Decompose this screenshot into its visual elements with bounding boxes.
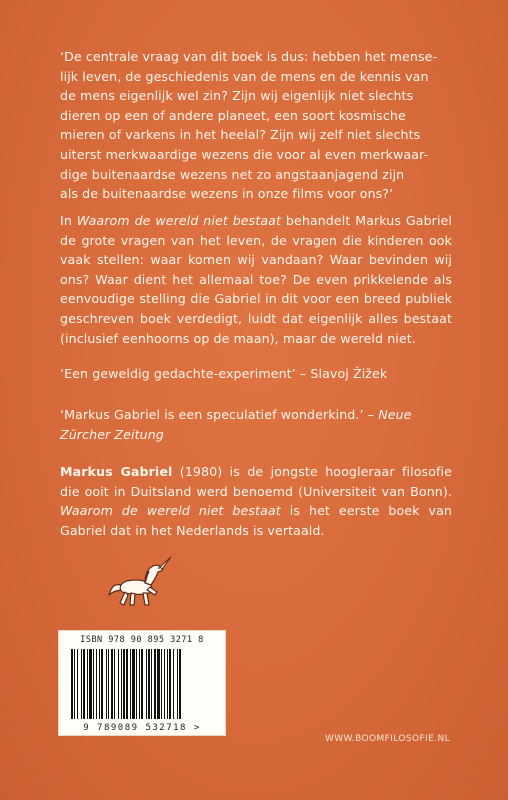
barcode-bar: [136, 649, 137, 719]
barcode-bar: [93, 649, 94, 719]
barcode-bar: [154, 649, 156, 719]
barcode-bar: [169, 649, 171, 719]
opening-quote-line: dieren op een of andere planeet, een soort kosmische: [60, 107, 406, 123]
barcode-bar: [111, 649, 113, 719]
barcode-bar: [106, 649, 107, 719]
opening-quote-line: als de buitenaardse wezens in onze films voor ons?’: [60, 186, 394, 202]
author-bio-book-title: Waarom de wereld niet bestaat: [60, 503, 281, 519]
barcode-bar: [77, 649, 78, 719]
barcode-bar: [101, 649, 103, 719]
unicorn-icon: [105, 555, 175, 615]
review-source: Neue Zürcher Zeitung: [60, 407, 412, 442]
author-bio-text-2: is het eerste boek van Gabriel dat in het Nederlands is vertaald.: [60, 503, 452, 538]
barcode-bar: [71, 649, 73, 719]
barcode-bar: [114, 649, 115, 719]
barcode-digits: 9 789089 532718 >: [83, 723, 201, 733]
opening-quote-line: dige buitenaardse wezens net zo angstaanjagend zijn: [60, 166, 405, 182]
barcode-bar: [126, 649, 128, 719]
isbn-label: ISBN 978 90 895 3271 8: [80, 635, 204, 645]
barcode-bar: [151, 649, 152, 719]
book-description: [60, 211, 452, 348]
review-quote-zizek: [60, 364, 452, 384]
review-quote-zizek-text: ‘Een geweldig gedachte-experiment’ – Slavoj Žižek: [60, 366, 388, 381]
barcode-bar: [99, 649, 100, 719]
opening-quote-line: ‘De centrale vraag van dit boek is dus: hebben het mense-: [60, 49, 438, 64]
barcode-bar: [164, 649, 165, 719]
barcode-bar: [130, 649, 131, 719]
description-text: behandelt Markus Gabriel de grote vragen van het leven, de vragen die kinderen ook vaak stellen: waar komen wij vandaan? Waar bevinden wij ons? Waar dient het allemaal toe? De even prikkelende als eenvoudige stelling die Gabriel in dit voor een breed publiek geschreven boek verdedigt, luidt dat eigenlijk alles bestaat (inclusief eenhoorns op de maan), maar de wereld niet.: [60, 213, 453, 346]
barcode-bar: [74, 649, 75, 719]
barcode-bar: [81, 649, 82, 719]
barcode-bar: [96, 649, 97, 719]
barcode-bar: [167, 649, 168, 719]
barcode-bar: [121, 649, 122, 719]
barcode-bar: [173, 649, 174, 719]
barcode-bar: [146, 649, 147, 719]
barcode-bar: [118, 649, 119, 719]
barcode-bar: [177, 649, 178, 719]
barcode-bar: [161, 649, 162, 719]
barcode-bar: [139, 649, 140, 719]
publisher-website: WWW.BOOMFILOSOFIE.NL: [324, 734, 450, 744]
barcode-bar: [141, 649, 143, 719]
description-prefix: In: [60, 213, 77, 228]
barcode-bar: [87, 649, 88, 719]
opening-quote-line: lijk leven, de geschiedenis van de mens en de kennis van: [60, 68, 429, 84]
barcode-bar: [123, 649, 125, 719]
opening-quote-line: de mens eigenlijk wel zin? Zijn wij eigenlijk niet slechts: [60, 88, 414, 104]
review-quote-nzz: [60, 405, 452, 444]
barcode-bar: [89, 649, 92, 719]
book-title: Waarom de wereld niet bestaat: [76, 213, 282, 228]
author-bio: [60, 462, 452, 540]
opening-quote-line: uiterst merkwaardige wezens die voor al even merkwaar-: [60, 146, 429, 162]
barcode-bar: [148, 649, 150, 719]
opening-quote: [60, 47, 452, 204]
review-quote-nzz-text: ‘Markus Gabriel is een speculatief wonderkind.’ –: [60, 407, 379, 422]
barcode-bar: [179, 649, 181, 719]
opening-quote-line: mieren of varkens in het heelal? Zijn wij zelf niet slechts: [60, 127, 421, 143]
barcode-bar: [157, 649, 160, 719]
barcode-bars: [67, 649, 217, 719]
author-bio-text-1: (1980) is de jongste hoogleraar filosofie die ooit in Duitsland werd benoemd (Universiteit van Bonn).: [60, 464, 452, 499]
barcode-bar: [83, 649, 85, 719]
barcode: [58, 630, 226, 736]
author-name: Markus Gabriel: [60, 464, 173, 479]
barcode-bar: [132, 649, 135, 719]
barcode-bar: [108, 649, 109, 719]
